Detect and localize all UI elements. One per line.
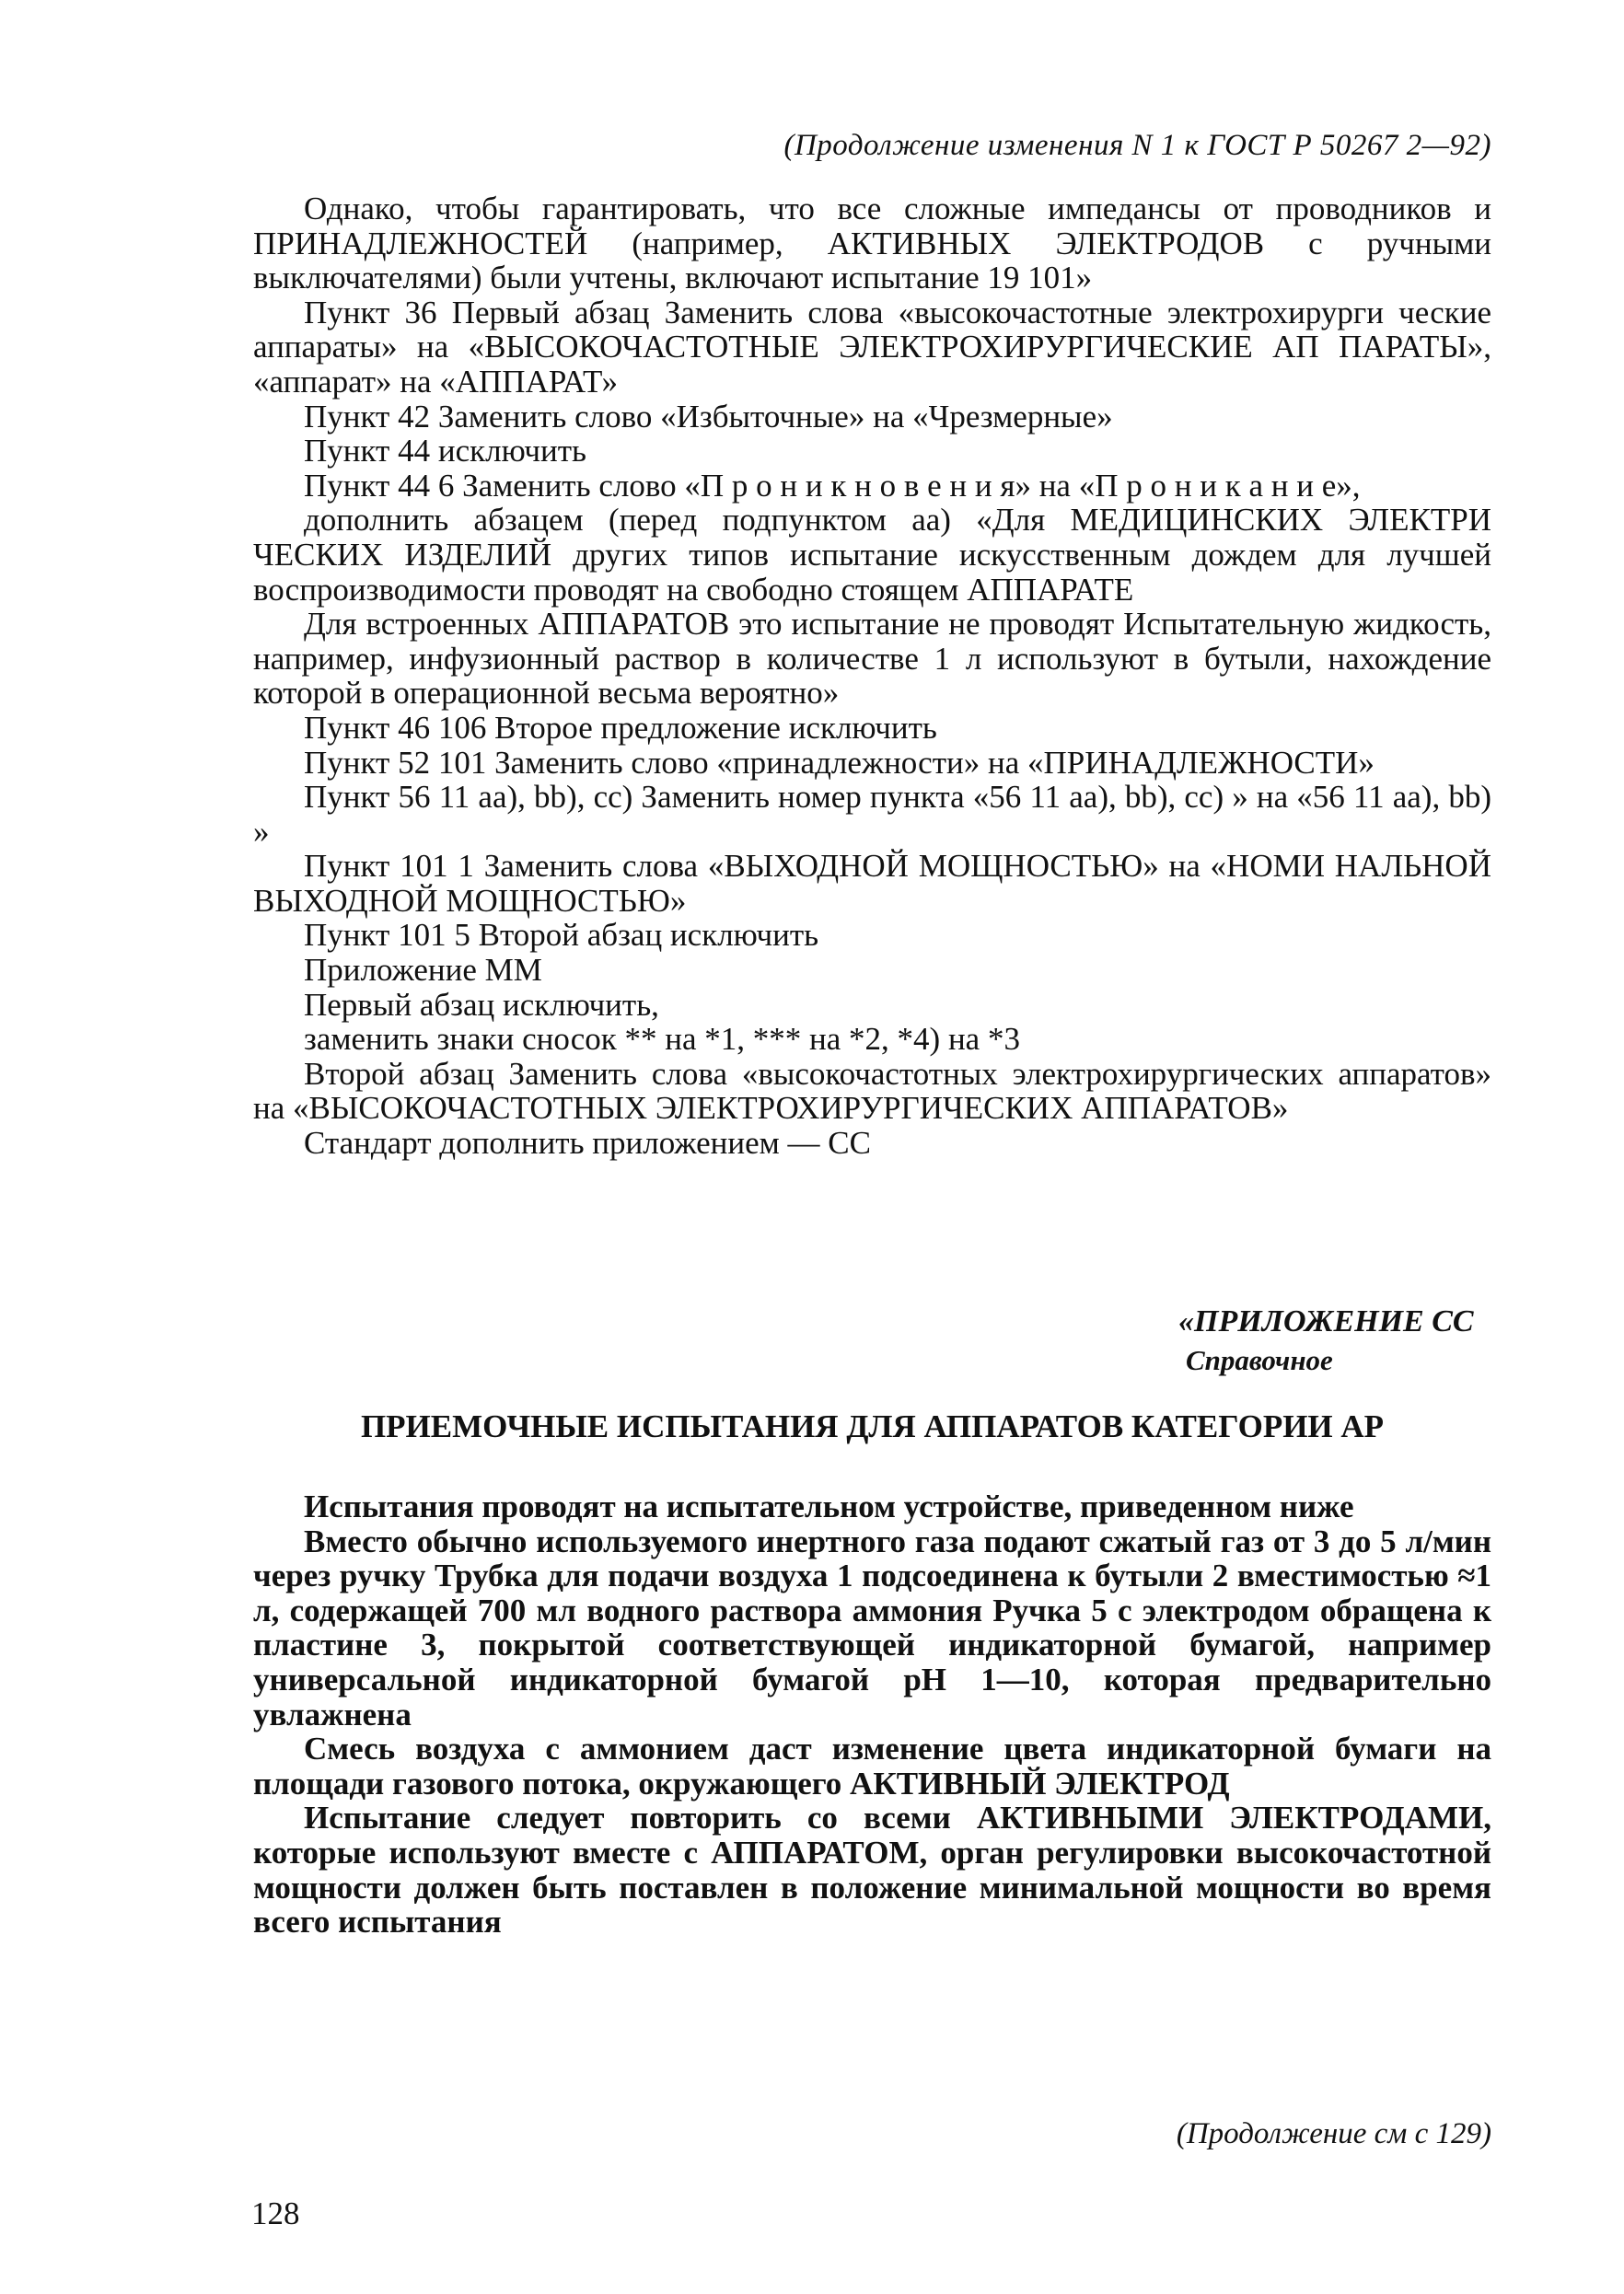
appendix-paragraph: Вместо обычно используемого инертного газа подают сжатый газ от 3 до 5 л/мин через ручку Трубка для подачи воздуха 1 подсоединена к бутыли 2 вместимостью ≈1 л, содержащей 700 мл водного раствора аммония Ручка 5 с электродом обращена к пластине 3, покрытой соответствующей индикаторной бумагой, например универсальной индикаторной бумагой pH 1—10, которая предварительно увлажнена	[253, 1523, 1491, 1732]
paragraph: Пункт 56 11 аа), bb), cc) Заменить номер пункта «56 11 аа), bb), cc) » на «56 11 аа), bb) »	[253, 779, 1491, 850]
paragraph: Пункт 44 6 Заменить слово «П р о н и к н о в е н и я» на «П р о н и к а н и е»,	[304, 467, 1361, 504]
paragraph: Пункт 44 исключить	[304, 433, 586, 469]
appendix-paragraph: Испытания проводят на испытательном устройстве, приведенном ниже	[304, 1489, 1354, 1524]
paragraph: Пункт 52 101 Заменить слово «принадлежности» на «ПРИНАДЛЕЖНОСТИ»	[304, 744, 1375, 781]
appendix-body	[253, 1489, 1491, 1940]
paragraph: Пункт 42 Заменить слово «Избыточные» на «Чрезмерные»	[304, 398, 1113, 434]
paragraph: Пункт 36 Первый абзац Заменить слова «высокочастотные электрохирурги ческие аппараты» на «ВЫСОКОЧАСТОТНЫЕ ЭЛЕКТРОХИРУРГИЧЕСКИЕ АП ПАРАТЫ», «аппарат» на «АППАРАТ»	[253, 294, 1491, 400]
appendix-paragraph: Испытание следует повторить со всеми АКТИВНЫМИ ЭЛЕКТРОДАМИ, которые используют вместе с АППАРАТОМ, орган регулировки высокочастотной мощности должен быть поставлен в положение минимальной мощности во время всего испытания	[253, 1800, 1491, 1941]
paragraph: Пункт 101 5 Второй абзац исключить	[304, 917, 819, 954]
appendix-label-text: «ПРИЛОЖЕНИЕ СС	[1178, 1304, 1474, 1338]
appendix-title: ПРИЕМОЧНЫЕ ИСПЫТАНИЯ ДЛЯ АППАРАТОВ КАТЕГОРИИ АР	[360, 1408, 1385, 1444]
paragraph: дополнить абзацем (перед подпунктом аа) «Для МЕДИЦИНСКИХ ЭЛЕКТРИ ЧЕСКИХ ИЗДЕЛИЙ других типов испытание искусственным дождем для лучшей воспроизводимости проводят на свободно стоящем АППАРАТЕ	[253, 502, 1491, 608]
paragraph: Первый абзац исключить,	[304, 986, 659, 1023]
paragraph: Пункт 101 1 Заменить слова «ВЫХОДНОЙ МОЩНОСТЬЮ» на «НОМИ НАЛЬНОЙ ВЫХОДНОЙ МОЩНОСТЬЮ»	[253, 848, 1491, 919]
amendment-body	[253, 191, 1491, 1161]
page-number: 128	[251, 2196, 300, 2231]
paragraph: Пункт 46 106 Второе предложение исключить	[304, 709, 937, 746]
paragraph: Для встроенных АППАРАТОВ это испытание не проводят Испытательную жидкость, например, инфузионный раствор в количестве 1 л используют в бутыли, нахождение которой в операционной весьма вероятно»	[253, 606, 1491, 712]
paragraph: заменить знаки сносок ** на *1, *** на *2, *4) на *3	[304, 1021, 1020, 1058]
appendix-label	[1178, 1303, 1491, 1380]
appendix-paragraph: Смесь воздуха с аммонием даст изменение цвета индикаторной бумаги на площади газового потока, окружающего АКТИВНЫЙ ЭЛЕКТРОД	[253, 1731, 1491, 1802]
paragraph: Приложение ММ	[304, 952, 542, 989]
paragraph: Второй абзац Заменить слова «высокочастотных электрохирургических аппаратов» на «ВЫСОКОЧАСТОТНЫХ ЭЛЕКТРОХИРУРГИЧЕСКИХ АППАРАТОВ»	[253, 1055, 1491, 1127]
paragraph: Однако, чтобы гарантировать, что все сложные импедансы от проводников и ПРИНАДЛЕЖНОСТЕЙ (например, АКТИВНЫХ ЭЛЕКТРОДОВ с ручными выключателями) были учтены, включают испытание 19 101»	[253, 191, 1491, 296]
running-header: (Продолжение изменения N 1 к ГОСТ Р 50267 2—92)	[783, 129, 1491, 162]
continuation-note: (Продолжение см с 129)	[1176, 2117, 1491, 2150]
paragraph: Стандарт дополнить приложением — СС	[304, 1125, 871, 1162]
appendix-sublabel: Справочное	[1186, 1344, 1333, 1376]
